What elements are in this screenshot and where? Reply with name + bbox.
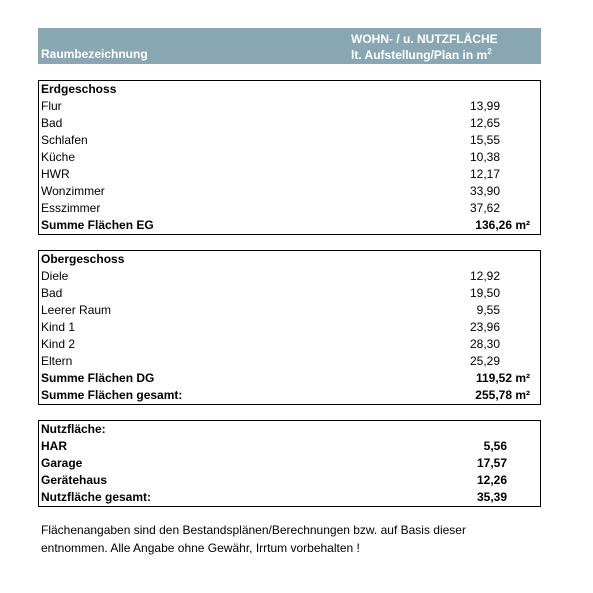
room-name: Garage [41, 456, 83, 470]
room-name: Flur [41, 99, 62, 113]
sum-value: 136,26 m² [475, 218, 530, 232]
room-area: 12,17 [469, 167, 500, 181]
table-row [39, 438, 540, 455]
table-row [39, 455, 540, 472]
room-area: 23,96 [469, 320, 500, 334]
total-row [39, 489, 540, 506]
table-row [39, 200, 540, 217]
section-obergeschoss [38, 250, 541, 405]
column-header-area-line2 [351, 47, 498, 63]
room-name: Kind 2 [41, 337, 76, 351]
room-area: 33,90 [469, 184, 500, 198]
total-label: Summe Flächen gesamt: [41, 388, 183, 402]
sum-label: Summe Flächen EG [41, 218, 154, 232]
room-name: Wonzimmer [41, 184, 105, 198]
sum-row [39, 370, 540, 387]
table-row [39, 183, 540, 200]
room-name: Kind 1 [41, 320, 76, 334]
total-value: 255,78 m² [475, 388, 530, 402]
section-title [39, 421, 540, 438]
table-row [39, 353, 540, 370]
column-header-room: Raumbezeichnung [41, 47, 148, 61]
room-name: Eltern [41, 354, 73, 368]
room-area: 12,92 [469, 269, 500, 283]
room-area: 13,99 [469, 99, 500, 113]
room-area: 25,29 [469, 354, 500, 368]
room-name: HWR [41, 167, 70, 181]
table-row [39, 319, 540, 336]
section-title-label: Nutzfläche: [41, 422, 106, 436]
sum-row [39, 217, 540, 234]
room-area: 5,56 [483, 439, 507, 453]
room-name: Esszimmer [41, 201, 101, 215]
total-label: Nutzfläche gesamt: [41, 490, 152, 504]
room-name: Leerer Raum [41, 303, 112, 317]
room-area: 12,65 [469, 116, 500, 130]
column-header-area-text: lt. Aufstellung/Plan in m [351, 48, 488, 62]
section-title-label: Erdgeschoss [41, 82, 117, 96]
room-name: Diele [41, 269, 69, 283]
column-header-area-exponent: 2 [487, 47, 492, 56]
column-header-area-line1: WOHN- / u. NUTZFLÄCHE [351, 32, 498, 46]
disclaimer-note [41, 521, 541, 557]
table-header [38, 28, 541, 64]
room-name: Bad [41, 286, 63, 300]
table-row [39, 268, 540, 285]
section-title-label: Obergeschoss [41, 252, 125, 266]
table-row [39, 166, 540, 183]
section-title [39, 251, 540, 268]
room-area: 12,26 [476, 473, 507, 487]
total-row [39, 387, 540, 404]
table-row [39, 115, 540, 132]
section-nutzflaeche [38, 420, 541, 507]
disclaimer-line-1: Flächenangaben sind den Bestandsplänen/Berechnungen bzw. auf Basis dieser [41, 523, 466, 537]
room-area: 9,55 [476, 303, 500, 317]
room-name: Bad [41, 116, 63, 130]
table-row [39, 302, 540, 319]
section-erdgeschoss [38, 80, 541, 235]
room-name: HAR [41, 439, 67, 453]
table-row [39, 472, 540, 489]
room-area: 10,38 [469, 150, 500, 164]
table-row [39, 285, 540, 302]
column-header-area [351, 31, 498, 63]
sum-label: Summe Flächen DG [41, 371, 155, 385]
sum-value: 119,52 m² [475, 371, 530, 385]
room-area: 19,50 [469, 286, 500, 300]
room-name: Schlafen [41, 133, 88, 147]
table-row [39, 98, 540, 115]
room-area: 37,62 [469, 201, 500, 215]
room-name: Küche [41, 150, 76, 164]
section-title [39, 81, 540, 98]
room-name: Gerätehaus [41, 473, 108, 487]
total-value: 35,39 [476, 490, 507, 504]
room-area: 28,30 [469, 337, 500, 351]
table-row [39, 336, 540, 353]
disclaimer-line-2: entnommen. Alle Angabe ohne Gewähr, Irrtum vorbehalten ! [41, 541, 360, 555]
room-area: 17,57 [476, 456, 507, 470]
room-area: 15,55 [469, 133, 500, 147]
table-row [39, 132, 540, 149]
table-row [39, 149, 540, 166]
